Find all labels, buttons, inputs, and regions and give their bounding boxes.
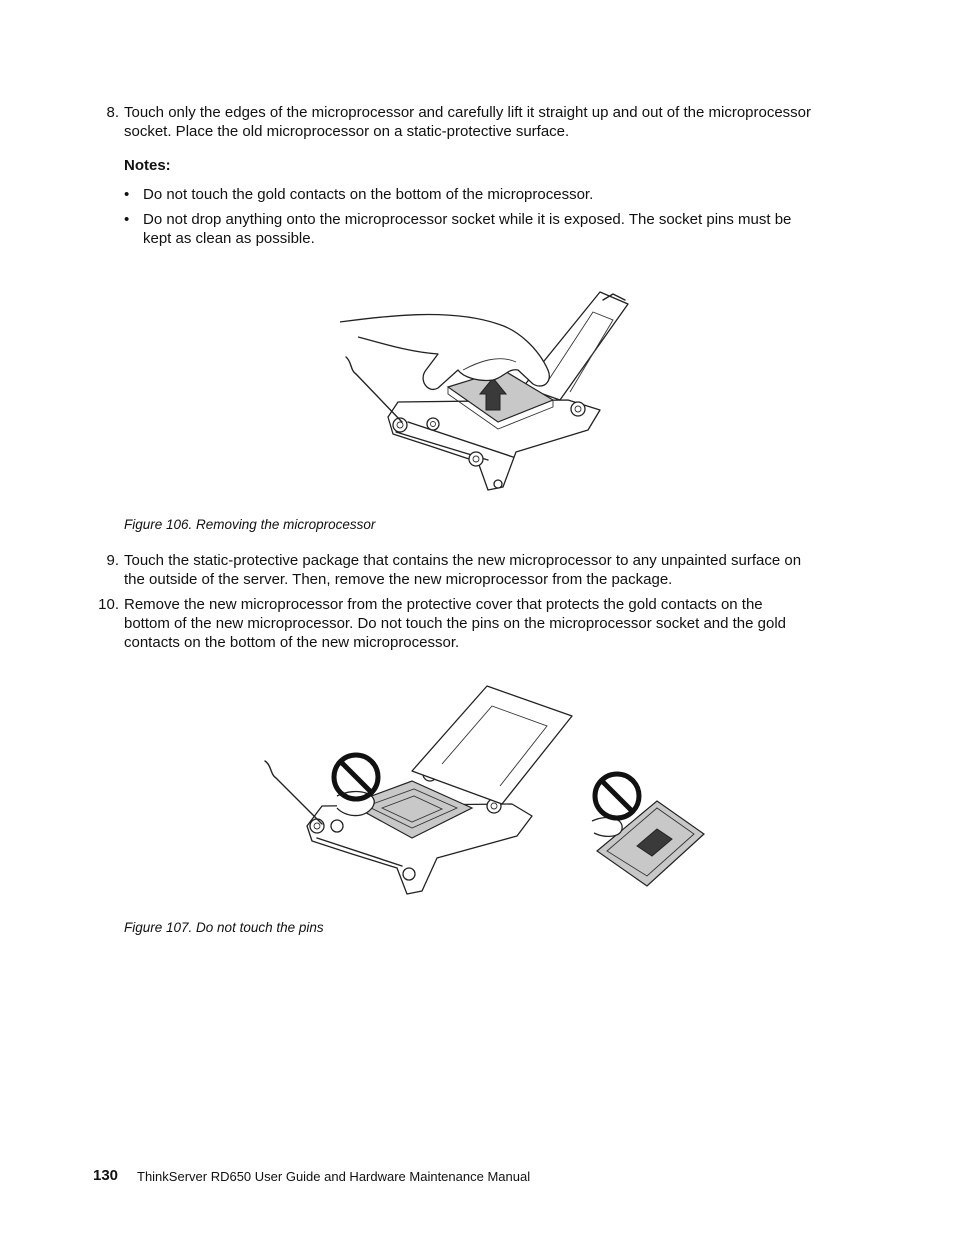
step-10-line-1: Remove the new microprocessor from the protective cover that protects the gold contacts on the — [124, 596, 763, 613]
step-8-line-1: Touch only the edges of the microprocessor and carefully lift it straight up and out of the microprocessor — [124, 104, 812, 121]
step-10-number: 10. — [98, 596, 119, 613]
figure-107-illustration — [262, 686, 712, 898]
note-1-text: Do not touch the gold contacts on the bottom of the microprocessor. — [143, 186, 594, 203]
step-9-line-1: Touch the static-protective package that contains the new microprocessor to any unpainted surface on — [124, 552, 802, 569]
page-number: 130 — [93, 1167, 119, 1184]
figure-106-illustration — [338, 282, 638, 494]
step-10-line-3: contacts on the bottom of the new microprocessor. — [124, 634, 460, 651]
footer-title: ThinkServer RD650 User Guide and Hardware Maintenance Manual — [137, 1169, 531, 1184]
notes-label: Notes: — [124, 157, 171, 174]
step-10-line-2: bottom of the new microprocessor. Do not touch the pins on the microprocessor socket and the gold — [124, 615, 787, 632]
note-bullet-1: • — [124, 186, 130, 203]
figure-106-caption: Figure 106. Removing the microprocessor — [124, 517, 376, 532]
figure-107-caption: Figure 107. Do not touch the pins — [124, 920, 324, 935]
note-2-line-2: kept as clean as possible. — [143, 230, 315, 247]
step-8-line-2: socket. Place the old microprocessor on a static-protective surface. — [124, 123, 570, 140]
note-bullet-2: • — [124, 211, 130, 228]
step-9-line-2: the outside of the server. Then, remove the new microprocessor from the package. — [124, 571, 673, 588]
note-2-line-1: Do not drop anything onto the microprocessor socket while it is exposed. The socket pins must be — [143, 211, 792, 228]
step-9-number: 9. — [106, 552, 119, 569]
step-8-number: 8. — [106, 104, 119, 121]
